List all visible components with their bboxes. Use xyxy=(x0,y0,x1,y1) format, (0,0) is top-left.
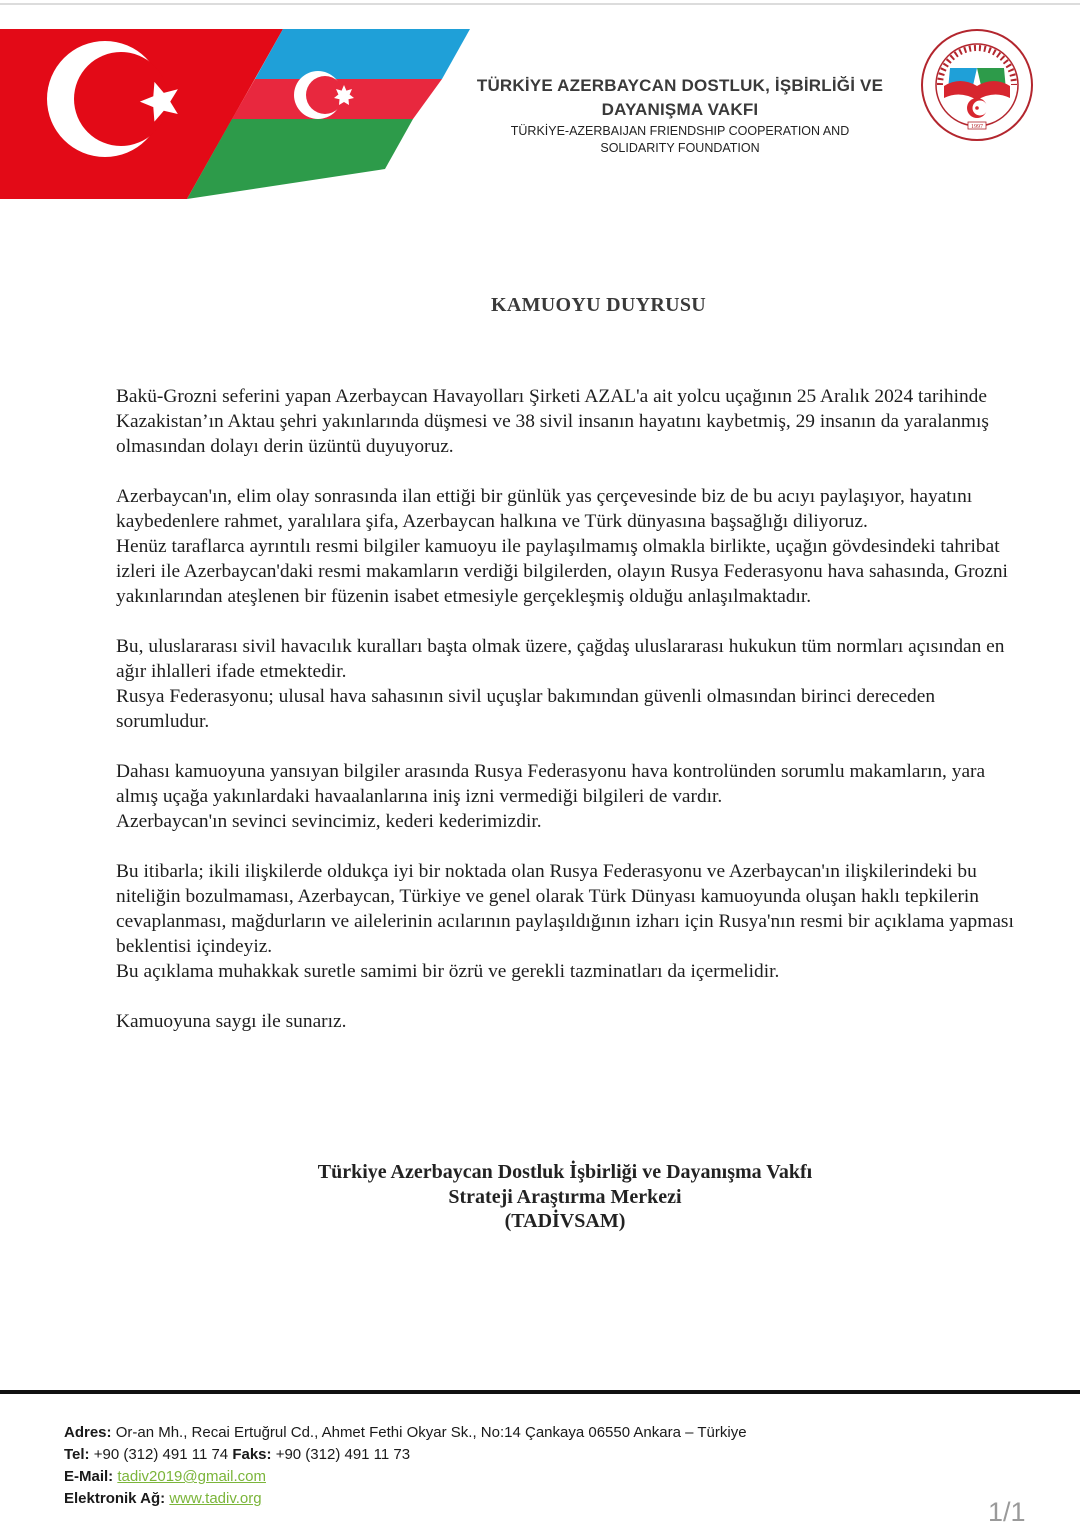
footer-address-line xyxy=(64,1422,964,1444)
footer-contact xyxy=(64,1422,964,1510)
org-name-en-line2: SOLIDARITY FOUNDATION xyxy=(600,141,760,155)
org-name-tr-line1: TÜRKİYE AZERBAYCAN DOSTLUK, İŞBİRLİĞİ VE xyxy=(476,76,884,95)
page-number: 1/1 xyxy=(988,1497,1026,1527)
address-value: Or-an Mh., Recai Ertuğrul Cd., Ahmet Fethi Okyar Sk., No:14 Çankaya 06550 Ankara – Türkiye xyxy=(115,1424,747,1441)
org-name-tr-line2: DAYANIŞMA VAKFI xyxy=(601,100,759,119)
flags-banner xyxy=(0,29,470,199)
email-label: E-Mail: xyxy=(64,1468,114,1485)
email-link[interactable]: tadiv2019@gmail.com xyxy=(117,1468,266,1485)
paragraph: Bakü-Grozni seferini yapan Azerbaycan Havayolları Şirketi AZAL'a ait yolcu uçağının 25 Aralık 2024 tarihinde Kazakistan’ın Aktau şehri yakınlarında düşmesi ve 38 sivil insanın hayatını kaybetmiş, 29 insanın da yaralanmış olmasından dolayı derin üzüntü duyuyoruz. xyxy=(116,386,989,457)
paragraph: Azerbaycan'ın sevinci sevincimiz, kederi kederimizdir. xyxy=(116,811,542,832)
paragraph: Henüz taraflarca ayrıntılı resmi bilgiler kamuoyu ile paylaşılmamış olmakla birlikte, uçağın gövdesindeki tahribat izleri ile Azerbaycan'daki resmi makamların verdiği bilgilerden, olayın Rusya Federasyonu hava sahasında, Grozni yakınlarından ateşlenen bir füzenin isabet etmesiyle gerçekleşmiş olduğu anlaşılmaktadır. xyxy=(116,536,1008,607)
footer-email-line xyxy=(64,1466,964,1488)
fax-label: Faks: xyxy=(232,1446,272,1463)
tel-value: +90 (312) 491 11 74 xyxy=(93,1446,229,1463)
paragraph: Bu, uluslararası sivil havacılık kuralları başta olmak üzere, çağdaş uluslararası hukukun tüm normları açısından en ağır ihlalleri ifade etmektedir. xyxy=(116,636,1005,682)
fax-value: +90 (312) 491 11 73 xyxy=(275,1446,411,1463)
signature-line1: Türkiye Azerbaycan Dostluk İşbirliği ve Dayanışma Vakfı xyxy=(317,1161,813,1183)
foundation-seal-logo xyxy=(920,28,1034,142)
paragraph: Dahası kamuoyuna yansıyan bilgiler arasında Rusya Federasyonu hava kontrolünden sorumlu makamların, yara almış uçağa yakınlardaki havaalanlarına iniş izni vermediği bilgileri de vardır. xyxy=(116,761,986,807)
paragraph: Rusya Federasyonu; ulusal hava sahasının sivil uçuşlar bakımından güvenli olmasından birinci dereceden sorumludur. xyxy=(116,686,936,732)
website-link[interactable]: www.tadiv.org xyxy=(169,1490,262,1507)
paragraph: Bu itibarla; ikili ilişkilerde oldukça iyi bir noktada olan Rusya Federasyonu ve Azerbaycan'ın ilişkilerindeki bu niteliğin bozulmaması, Azerbaycan, Türkiye ve genel olarak Türk Dünyası kamuoyunda oluşan haklı tepkilerin cevaplanması, mağdurların ve ailelerinin acılarının paylaşıldığının izharı için Rusya'nın resmi bir açıklama yapması beklentisi içindeyiz. xyxy=(116,861,1014,957)
tel-label: Tel: xyxy=(64,1446,90,1463)
footer-phone-line xyxy=(64,1444,964,1466)
signature-block xyxy=(245,1160,885,1234)
organization-name-english xyxy=(480,123,880,157)
paragraph: Bu açıklama muhakkak suretle samimi bir özrü ve gerekli tazminatları da içermelidir. xyxy=(116,961,780,982)
document-title: KAMUOYU DUYRUSU xyxy=(490,294,707,316)
document-body xyxy=(116,384,1026,1034)
address-label: Adres: xyxy=(64,1424,112,1441)
signature-line3: (TADİVSAM) xyxy=(504,1210,626,1232)
footer-web-line xyxy=(64,1488,964,1510)
closing-line: Kamuoyuna saygı ile sunarız. xyxy=(116,1011,347,1032)
organization-name-turkish xyxy=(470,74,890,122)
paragraph: Azerbaycan'ın, elim olay sonrasında ilan ettiği bir günlük yas çerçevesinde biz de bu acıyı paylaşıyor, hayatını kaybedenlere rahmet, yaralılara şifa, Azerbaycan halkına ve Türk dünyasına başsağlığı diliyoruz. xyxy=(116,486,973,532)
seal-year: 1997 xyxy=(971,124,983,130)
signature-line2: Strateji Araştırma Merkezi xyxy=(448,1185,682,1208)
top-divider xyxy=(0,3,1080,5)
web-label: Elektronik Ağ: xyxy=(64,1490,166,1507)
footer-divider xyxy=(0,1390,1080,1394)
org-name-en-line1: TÜRKİYE-AZERBAIJAN FRIENDSHIP COOPERATION AND xyxy=(510,124,850,138)
